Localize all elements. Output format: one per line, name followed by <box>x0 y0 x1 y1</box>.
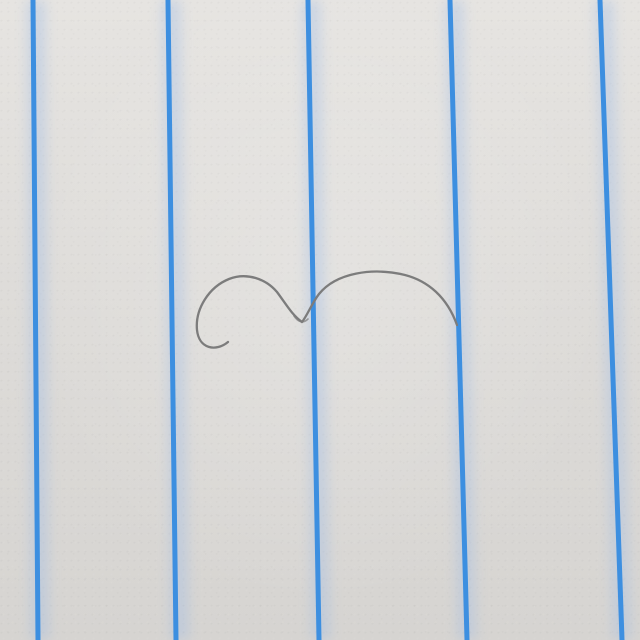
pencil-scribble <box>197 272 457 348</box>
rule-glows <box>36 0 622 640</box>
pencil-stroke-main <box>197 272 457 348</box>
